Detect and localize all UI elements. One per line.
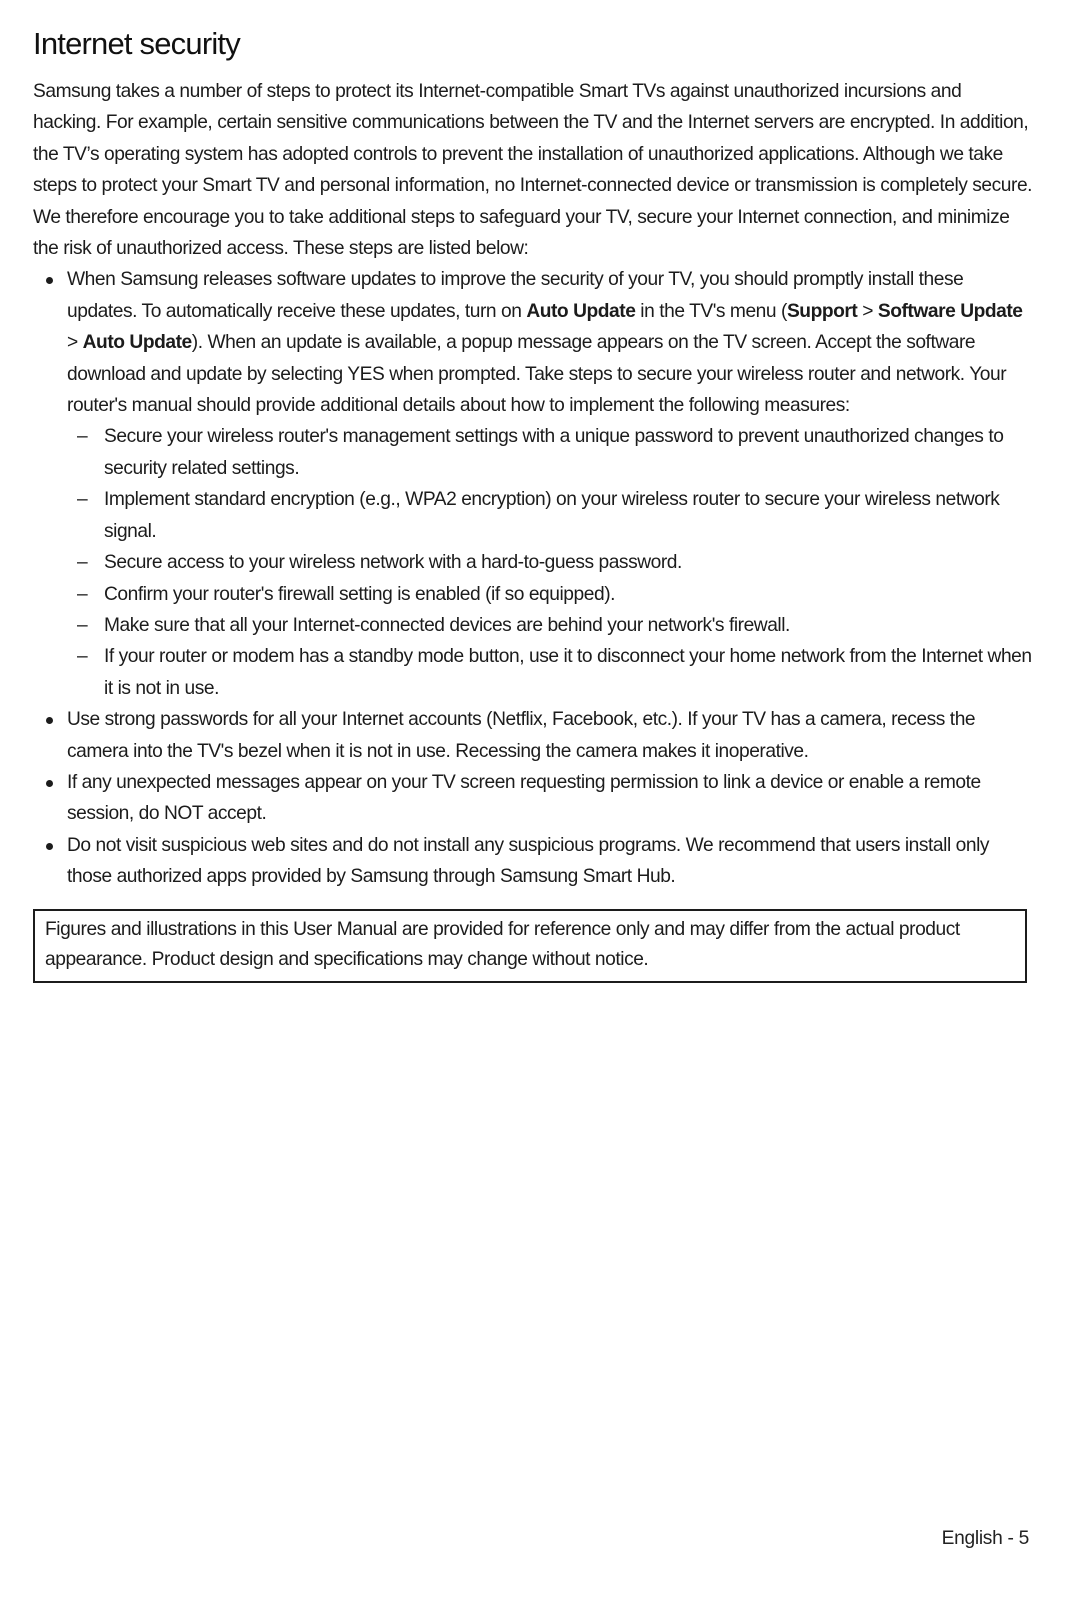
- menu-separator: >: [857, 300, 878, 322]
- bullet-icon: [46, 843, 53, 850]
- text-run: When Samsung releases software updates to improve the security of your TV, you should promptly install these updates. To automatically receive these updates, turn on: [67, 269, 964, 322]
- text-run: ). When an update is available, a popup message appears on the TV screen. Accept the software download and update by selecting YES when prompted. Take steps to secure your wireless router and network. Your router's manual should provide additional details about how to implement the following measures:: [67, 332, 1007, 417]
- sub-item-text: Make sure that all your Internet-connected devices are behind your network's firewall.: [104, 614, 790, 636]
- menu-term-support: Support: [786, 300, 858, 322]
- list-item: [67, 547, 1033, 578]
- list-item: [33, 704, 1033, 767]
- list-item: [33, 264, 1033, 704]
- menu-term-auto-update: Auto Update: [526, 300, 636, 322]
- page-number: English - 5: [941, 1528, 1029, 1549]
- sub-item-text: Secure access to your wireless network with a hard-to-guess password.: [104, 552, 682, 574]
- bullet-icon: [46, 717, 53, 724]
- sub-item-text: Confirm your router's firewall setting is enabled (if so equipped).: [104, 583, 616, 605]
- page-title: Internet security: [33, 26, 240, 61]
- list-item: [67, 610, 1033, 641]
- dash-icon: –: [77, 552, 88, 574]
- sub-item-text: If your router or modem has a standby mode button, use it to disconnect your home network from the Internet when it is not in use.: [104, 646, 1032, 699]
- list-item: [67, 421, 1033, 484]
- bullet-text-programs: Do not visit suspicious web sites and do not install any suspicious programs. We recommend that users install only those authorized apps provided by Samsung through Samsung Smart Hub.: [67, 834, 990, 888]
- bullet-icon: [46, 780, 53, 787]
- dash-icon: –: [77, 646, 88, 668]
- bullet-text-passwords: Use strong passwords for all your Internet accounts (Netflix, Facebook, etc.). If your TV has a camera, recess the camera into the TV's bezel when it is not in use. Recessing the camera makes it inoperative.: [67, 709, 976, 762]
- dash-icon: –: [77, 583, 88, 605]
- bullet-text-updates: [67, 264, 1033, 421]
- dash-icon: –: [77, 489, 88, 511]
- document-page: [33, 26, 1033, 983]
- list-item: [67, 484, 1033, 547]
- sub-item-text: Secure your wireless router's management settings with a unique password to prevent unauthorized changes to security related settings.: [104, 426, 1004, 479]
- notice-box: [33, 909, 1027, 983]
- menu-term-auto-update: Auto Update: [82, 332, 192, 354]
- router-measures-list: [67, 421, 1033, 704]
- notice-text: Figures and illustrations in this User Manual are provided for reference only and may differ from the actual product appearance. Product design and specifications may change without notice.: [45, 918, 960, 971]
- list-item: [33, 767, 1033, 830]
- list-item: [67, 641, 1033, 704]
- intro-paragraph: Samsung takes a number of steps to protect its Internet-compatible Smart TVs against unauthorized incursions and hacking. For example, certain sensitive communications between the TV and the Internet servers are encrypted. In addition, the TV’s operating system has adopted controls to prevent the installation of unauthorized applications. Although we take steps to protect your Smart TV and personal information, no Internet-connected device or transmission is completely secure. We therefore encourage you to take additional steps to safeguard your TV, secure your Internet connection, and minimize the risk of unauthorized access. These steps are listed below:: [33, 81, 1033, 260]
- dash-icon: –: [77, 426, 88, 448]
- list-item: [67, 579, 1033, 610]
- text-run: in the TV's menu (: [635, 300, 787, 322]
- dash-icon: –: [77, 614, 88, 636]
- menu-separator: >: [67, 332, 83, 354]
- menu-term-software-update: Software Update: [877, 300, 1023, 322]
- bullet-text-messages: If any unexpected messages appear on your TV screen requesting permission to link a device or enable a remote session, do NOT accept.: [67, 771, 981, 825]
- steps-list: [33, 264, 1033, 892]
- list-item: [33, 830, 1033, 893]
- bullet-icon: [46, 277, 53, 284]
- sub-item-text: Implement standard encryption (e.g., WPA2 encryption) on your wireless router to secure your wireless network signal.: [104, 489, 1000, 542]
